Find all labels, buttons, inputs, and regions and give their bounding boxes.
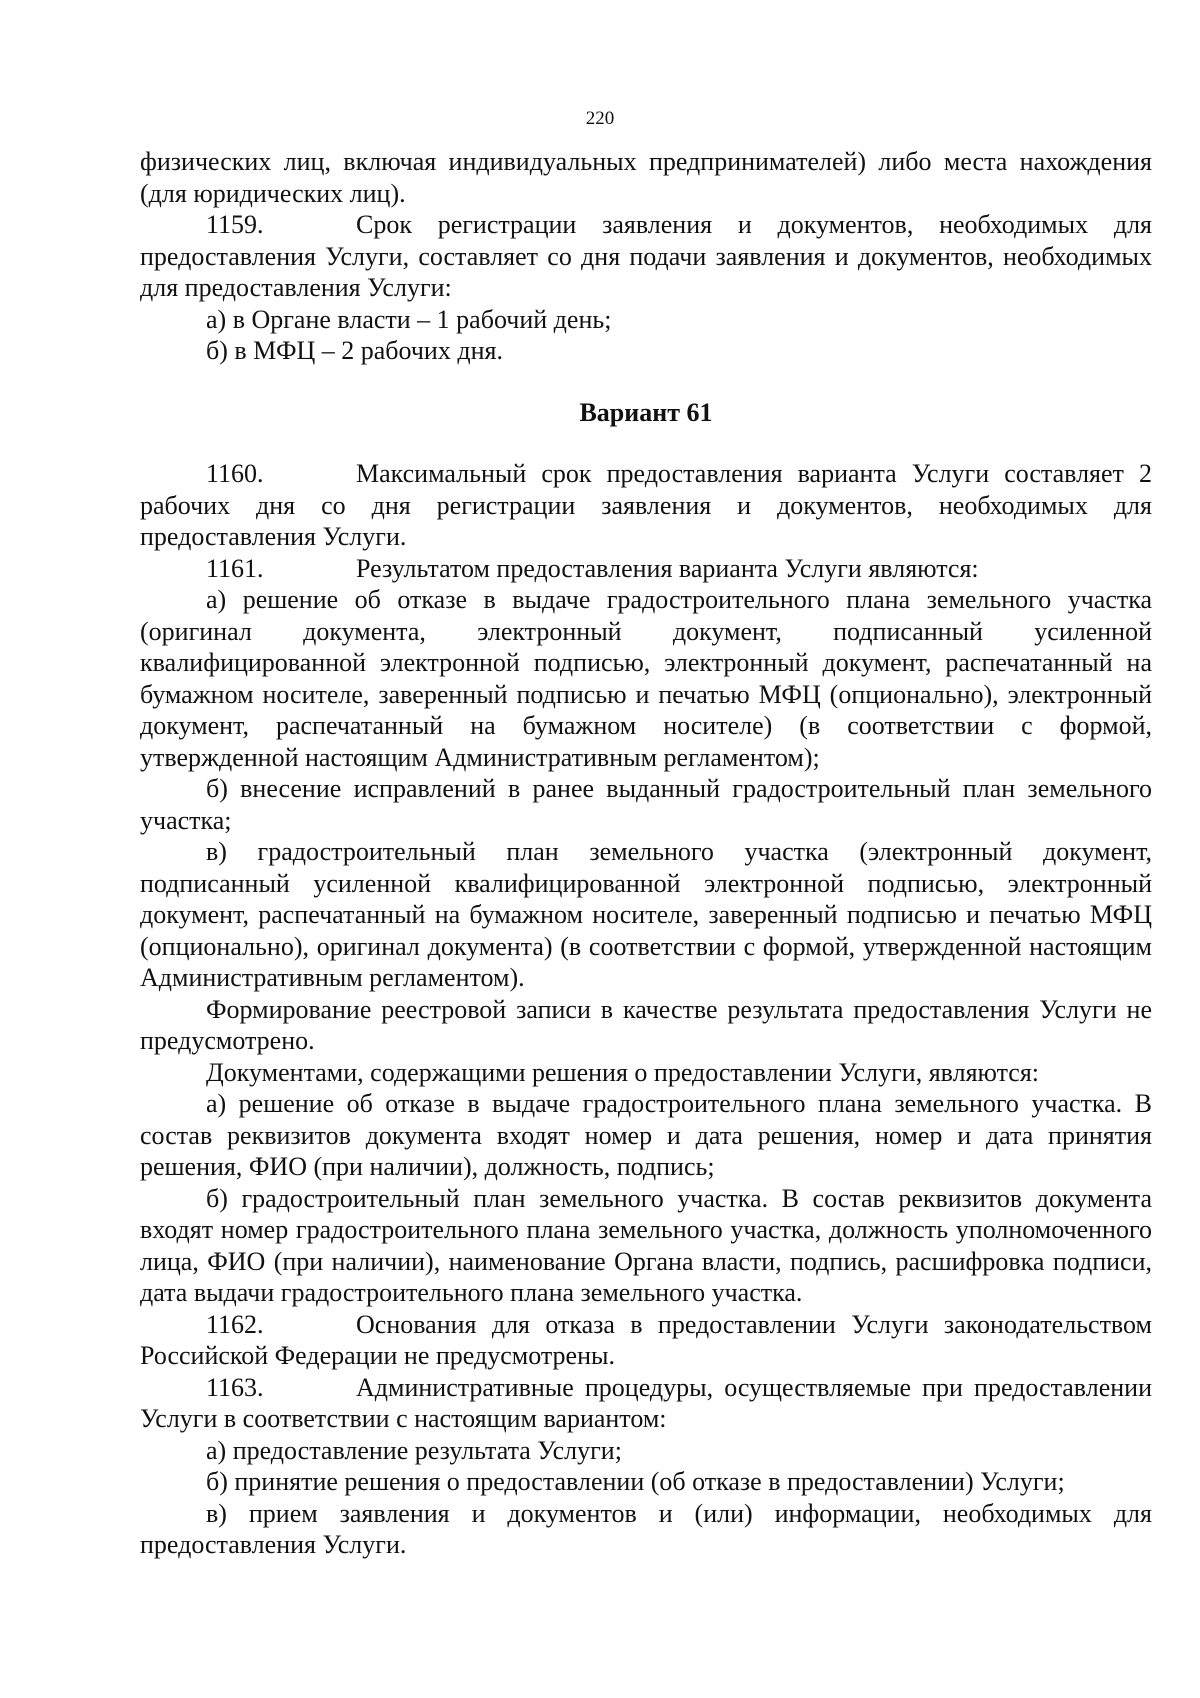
paragraph-text: Срок регистрации заявления и документов, необходимых для предоставления Услуги, составляет со дня подачи заявления и документов, необходимых для предоставления Услуги:: [140, 210, 1152, 302]
paragraph-text: Основания для отказа в предоставлении Услуги законодательством Российской Федерации не предусмотрены.: [140, 1309, 1152, 1370]
paragraph-text: а) решение об отказе в выдаче градостроительного плана земельного участка. В состав реквизитов документа входят номер и дата решения, номер и дата принятия решения, ФИО (при наличии), должность, подпись;: [140, 1089, 1152, 1181]
paragraph: [140, 994, 1152, 1057]
section-before-heading: [140, 146, 1152, 367]
section-heading: Вариант 61: [579, 397, 713, 427]
paragraph-text: б) в МФЦ – 2 рабочих дня.: [206, 336, 503, 365]
paragraph-number: 1160.: [206, 459, 264, 488]
numbered-paragraph: [140, 1309, 1152, 1372]
paragraph: [140, 1466, 1152, 1498]
paragraph-text: а) предоставление результата Услуги;: [206, 1435, 622, 1465]
paragraph-text: б) градостроительный план земельного участка. В состав реквизитов документа входят номер градостроительного плана земельного участка, должность уполномоченного лица, ФИО (при наличии), наименование Органа власти, подпись, расшифровка подписи, дата выдачи градостроительного плана земельного участка.: [140, 1183, 1152, 1307]
paragraph-text: а) в Органе власти – 1 рабочий день;: [206, 304, 612, 334]
paragraph-text: в) прием заявления и документов и (или) информации, необходимых для предоставления Услуги.: [140, 1498, 1152, 1559]
paragraph-text: Документами, содержащими решения о предоставлении Услуги, являются:: [206, 1057, 1040, 1087]
paragraph-number: 1162.: [206, 1309, 264, 1339]
page-number: 220: [585, 108, 615, 129]
paragraph-number: 1163.: [206, 1372, 264, 1402]
paragraph: [140, 304, 1152, 336]
paragraph: [140, 836, 1152, 994]
paragraph-text: б) внесение исправлений в ранее выданный градостроительный план земельного участка;: [140, 774, 1152, 835]
numbered-paragraph: [140, 1372, 1152, 1435]
paragraph-text: а) решение об отказе в выдаче градостроительного плана земельного участка (оригинал документа, электронный документ, подписанный усиленной квалифицированной электронной подписью, электронный документ, распечатанный на бумажном носителе, заверенный подписью и печатью МФЦ (опционально), электронный документ, распечатанный на бумажном носителе) (в соответствии с формой, утвержденной настоящим Административным регламентом);: [140, 585, 1152, 772]
paragraph: [140, 773, 1152, 836]
paragraph-text: Максимальный срок предоставления варианта Услуги составляет 2 рабочих дня со дня регистрации заявления и документов, необходимых для предоставления Услуги.: [140, 459, 1152, 551]
paragraph-number: 1161.: [206, 553, 264, 583]
paragraph: [140, 335, 1152, 367]
paragraph: [140, 1435, 1152, 1467]
paragraph: [140, 1498, 1152, 1561]
document-body: [140, 146, 1152, 1561]
paragraph: [140, 584, 1152, 773]
paragraph-text: в) градостроительный план земельного участка (электронный документ, подписанный усиленной квалифицированной электронной подписью, электронный документ, распечатанный на бумажном носителе, заверенный подписью и печатью МФЦ (опционально), оригинал документа) (в соответствии с формой, утвержденной настоящим Административным регламентом).: [140, 837, 1152, 992]
paragraph: [140, 1183, 1152, 1309]
numbered-paragraph: [140, 458, 1152, 553]
paragraph: [140, 1088, 1152, 1183]
paragraph-text: Формирование реестровой записи в качестве результата предоставления Услуги не предусмотрено.: [140, 994, 1152, 1055]
numbered-paragraph: [140, 553, 1152, 585]
paragraph: [140, 146, 1152, 209]
paragraph: [140, 1057, 1152, 1089]
paragraph-text: физических лиц, включая индивидуальных предпринимателей) либо места нахождения (для юридических лиц).: [140, 147, 1152, 208]
section-after-heading: [140, 458, 1152, 1561]
paragraph-number: 1159.: [206, 210, 264, 239]
paragraph-text: б) принятие решения о предоставлении (об отказе в предоставлении) Услуги;: [206, 1467, 1065, 1496]
paragraph-text: Результатом предоставления варианта Услуги являются:: [356, 553, 979, 583]
paragraph-text: Административные процедуры, осуществляемые при предоставлении Услуги в соответствии с настоящим вариантом:: [140, 1372, 1152, 1433]
numbered-paragraph: [140, 209, 1152, 304]
